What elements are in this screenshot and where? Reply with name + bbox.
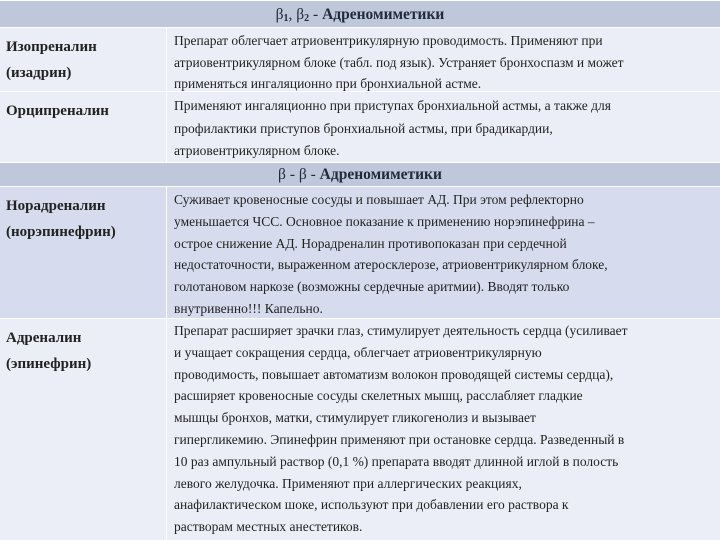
description-line: атриовентрикулярном блоке (табл. под язык). Устраняет бронхоспазм и может [174,54,624,70]
description-line: голотановом наркозе (возможны сердечные аритмии). Вводят только [174,279,570,295]
section-title: Адреномиметики [319,166,442,183]
drug-name-cell [0,28,164,91]
description-line: Препарат расширяет зрачки глаз, стимулирует деятельность сердца (усиливает [174,323,628,338]
drug-name-cell [0,319,164,540]
drug-name: Изопреналин [6,39,97,55]
drug-name: Адреналин [6,330,82,346]
separator: , [288,6,297,23]
description-line: растворам местных анестетиков. [174,519,363,535]
description-line: Применяют ингаляционно при приступах бронхиальной астмы, а также для [174,98,611,113]
description-line: острое снижение АД. Норадреналин противопоказан при сердечной [174,235,567,251]
drug-alt-name: (норэпинефрин) [6,224,116,240]
subscript: 2 [304,13,310,24]
drug-alt-name: (изадрин) [6,65,72,81]
table-row [0,28,720,91]
table-row [0,318,720,540]
table-row [0,187,720,318]
drug-name-cell [0,187,164,318]
drug-alt-name: (эпинефрин) [6,356,92,372]
description-line: мышцы бронхов, матки, стимулирует гликогенолиз и вызывает [174,410,536,426]
subscript: 1 [283,13,289,24]
description-line: и учащает сокращения сердца, облегчает атриовентрикулярную [174,344,542,360]
description-line: Препарат облегчает атриовентрикулярную проводимость. Применяют при [174,33,603,48]
drug-description [166,28,720,91]
description-line: анафилактическом шоке, используют при добавлении его раствора к [174,497,569,513]
section-title: Адреномиметики [322,6,445,23]
beta-symbol: β [275,6,284,23]
description-line: гипергликемию. Эпинефрин применяют при остановке сердца. Разведенный в [174,431,625,447]
description-line: Суживает кровеносные сосуды и повышает АД. При этом рефлекторно [174,192,584,207]
drug-name: Орципреналин [6,103,109,119]
drug-name-cell [0,92,164,162]
description-line: недостаточности, выраженном атеросклерозе, атриовентрикулярном блоке, [174,257,608,273]
description-line: проводимость, повышает автоматизм волокон проводящей системы сердца), [174,366,614,382]
description-line: применяться ингаляционно при бронхиальной астме. [174,76,482,91]
description-line: 10 раз ампульный раствор (0,1 %) препарата вводят длинной иглой в полость [174,453,619,469]
section-header-beta1-beta2 [0,0,720,28]
description-line: профилактики приступов бронхиальной астмы, при брадикардии, [174,120,553,136]
description-line: левого желудочка. Применяют при аллергических реакциях, [174,475,522,491]
description-line: атриовентрикулярном блоке. [174,143,340,158]
description-line: внутривенно!!! Капельно. [174,300,323,316]
beta-symbol: β [296,6,305,23]
description-line: расширяет кровеносные сосуды скелетных мышц, расслабляет гладкие [174,388,583,404]
section-header-beta-beta [0,162,720,187]
drug-description [166,187,720,318]
beta-symbol: β [278,166,286,183]
table-row [0,91,720,162]
separator: - [306,166,320,183]
drug-description [166,319,720,540]
separator: - [285,166,299,183]
separator: - [309,6,323,23]
drug-description [166,92,720,162]
drug-name: Норадреналин [6,198,106,214]
beta-symbol: β [298,166,307,183]
description-line: уменьшается ЧСС. Основное показание к применению норэпинефрина – [174,213,595,229]
